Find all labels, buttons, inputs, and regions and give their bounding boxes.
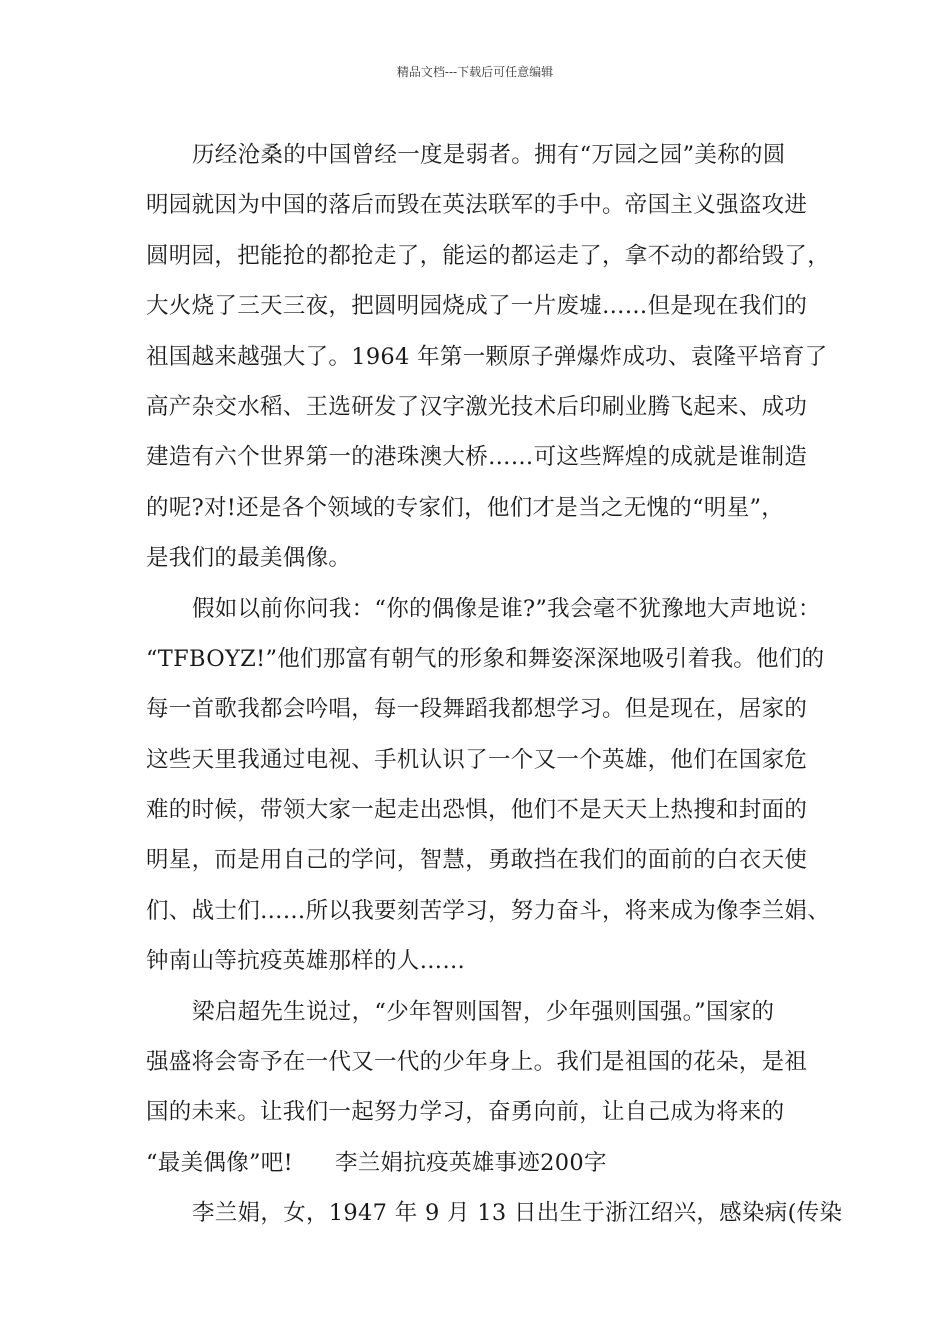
text-line: 历经沧桑的中国曾经一度是弱者。拥有“万园之园”美称的圆 <box>192 142 786 168</box>
page-header: 精品文档---下载后可任意编辑 <box>396 65 554 79</box>
text-fragment: “最美偶像”吧! <box>146 1149 293 1176</box>
text-line: 难的时候，带领大家一起走出恐惧，他们不是天天上热搜和封面的 <box>146 797 808 824</box>
text-line: 是我们的最美偶像。 <box>146 545 352 572</box>
text-line: 建造有六个世界第一的港珠澳大桥……可这些辉煌的成就是谁制造 <box>146 444 808 471</box>
text-line: 明园就因为中国的落后而毁在英法联军的手中。帝国主义强盗攻进 <box>146 192 808 219</box>
text-line: 圆明园，把能抢的都抢走了，能运的都运走了，拿不动的都给毁了， <box>146 242 831 269</box>
text-line: 祖国越来越强大了。1964 年第一颗原子弹爆炸成功、袁隆平培育了 <box>146 343 828 370</box>
text-line: 李兰娟，女，1947 年 9 月 13 日出生于浙江绍兴，感染病(传染 <box>192 1200 843 1227</box>
text-line: 强盛将会寄予在一代又一代的少年身上。我们是祖国的花朵，是祖 <box>146 1049 808 1076</box>
text-line: 高产杂交水稻、王选研发了汉字激光技术后印刷业腾飞起来、成功 <box>146 393 808 420</box>
document-body <box>146 130 843 1239</box>
text-line: 钟南山等抗疫英雄那样的人…… <box>146 948 466 975</box>
text-line-with-heading <box>146 1138 814 1188</box>
text-line: “TFBOYZ!”他们那富有朝气的形象和舞姿深深地吸引着我。他们的 <box>146 645 825 672</box>
text-line: 这些天里我通过电视、手机认识了一个又一个英雄，他们在国家危 <box>146 746 808 773</box>
text-line: 假如以前你问我：“你的偶像是谁?”我会毫不犹豫地大声地说： <box>192 595 821 622</box>
text-line: 每一首歌我都会吟唱，每一段舞蹈我都想学习。但是现在，居家的 <box>146 696 808 723</box>
text-line: 们、战士们……所以我要刻苦学习，努力奋斗，将来成为像李兰娟、 <box>146 897 831 924</box>
text-line: 大火烧了三天三夜，把圆明园烧成了一片废墟……但是现在我们的 <box>146 293 808 320</box>
text-line: 梁启超先生说过，“少年智则国智，少年强则国强。”国家的 <box>192 998 775 1025</box>
text-line: 的呢?对!还是各个领域的专家们，他们才是当之无愧的“明星”， <box>146 494 785 521</box>
section-heading: 李兰娟抗疫英雄事迹200字 <box>334 1149 607 1176</box>
text-line: 国的未来。让我们一起努力学习，奋勇向前，让自己成为将来的 <box>146 1099 785 1126</box>
text-line: 明星，而是用自己的学问，智慧，勇敢挡在我们的面前的白衣天使 <box>146 847 808 874</box>
